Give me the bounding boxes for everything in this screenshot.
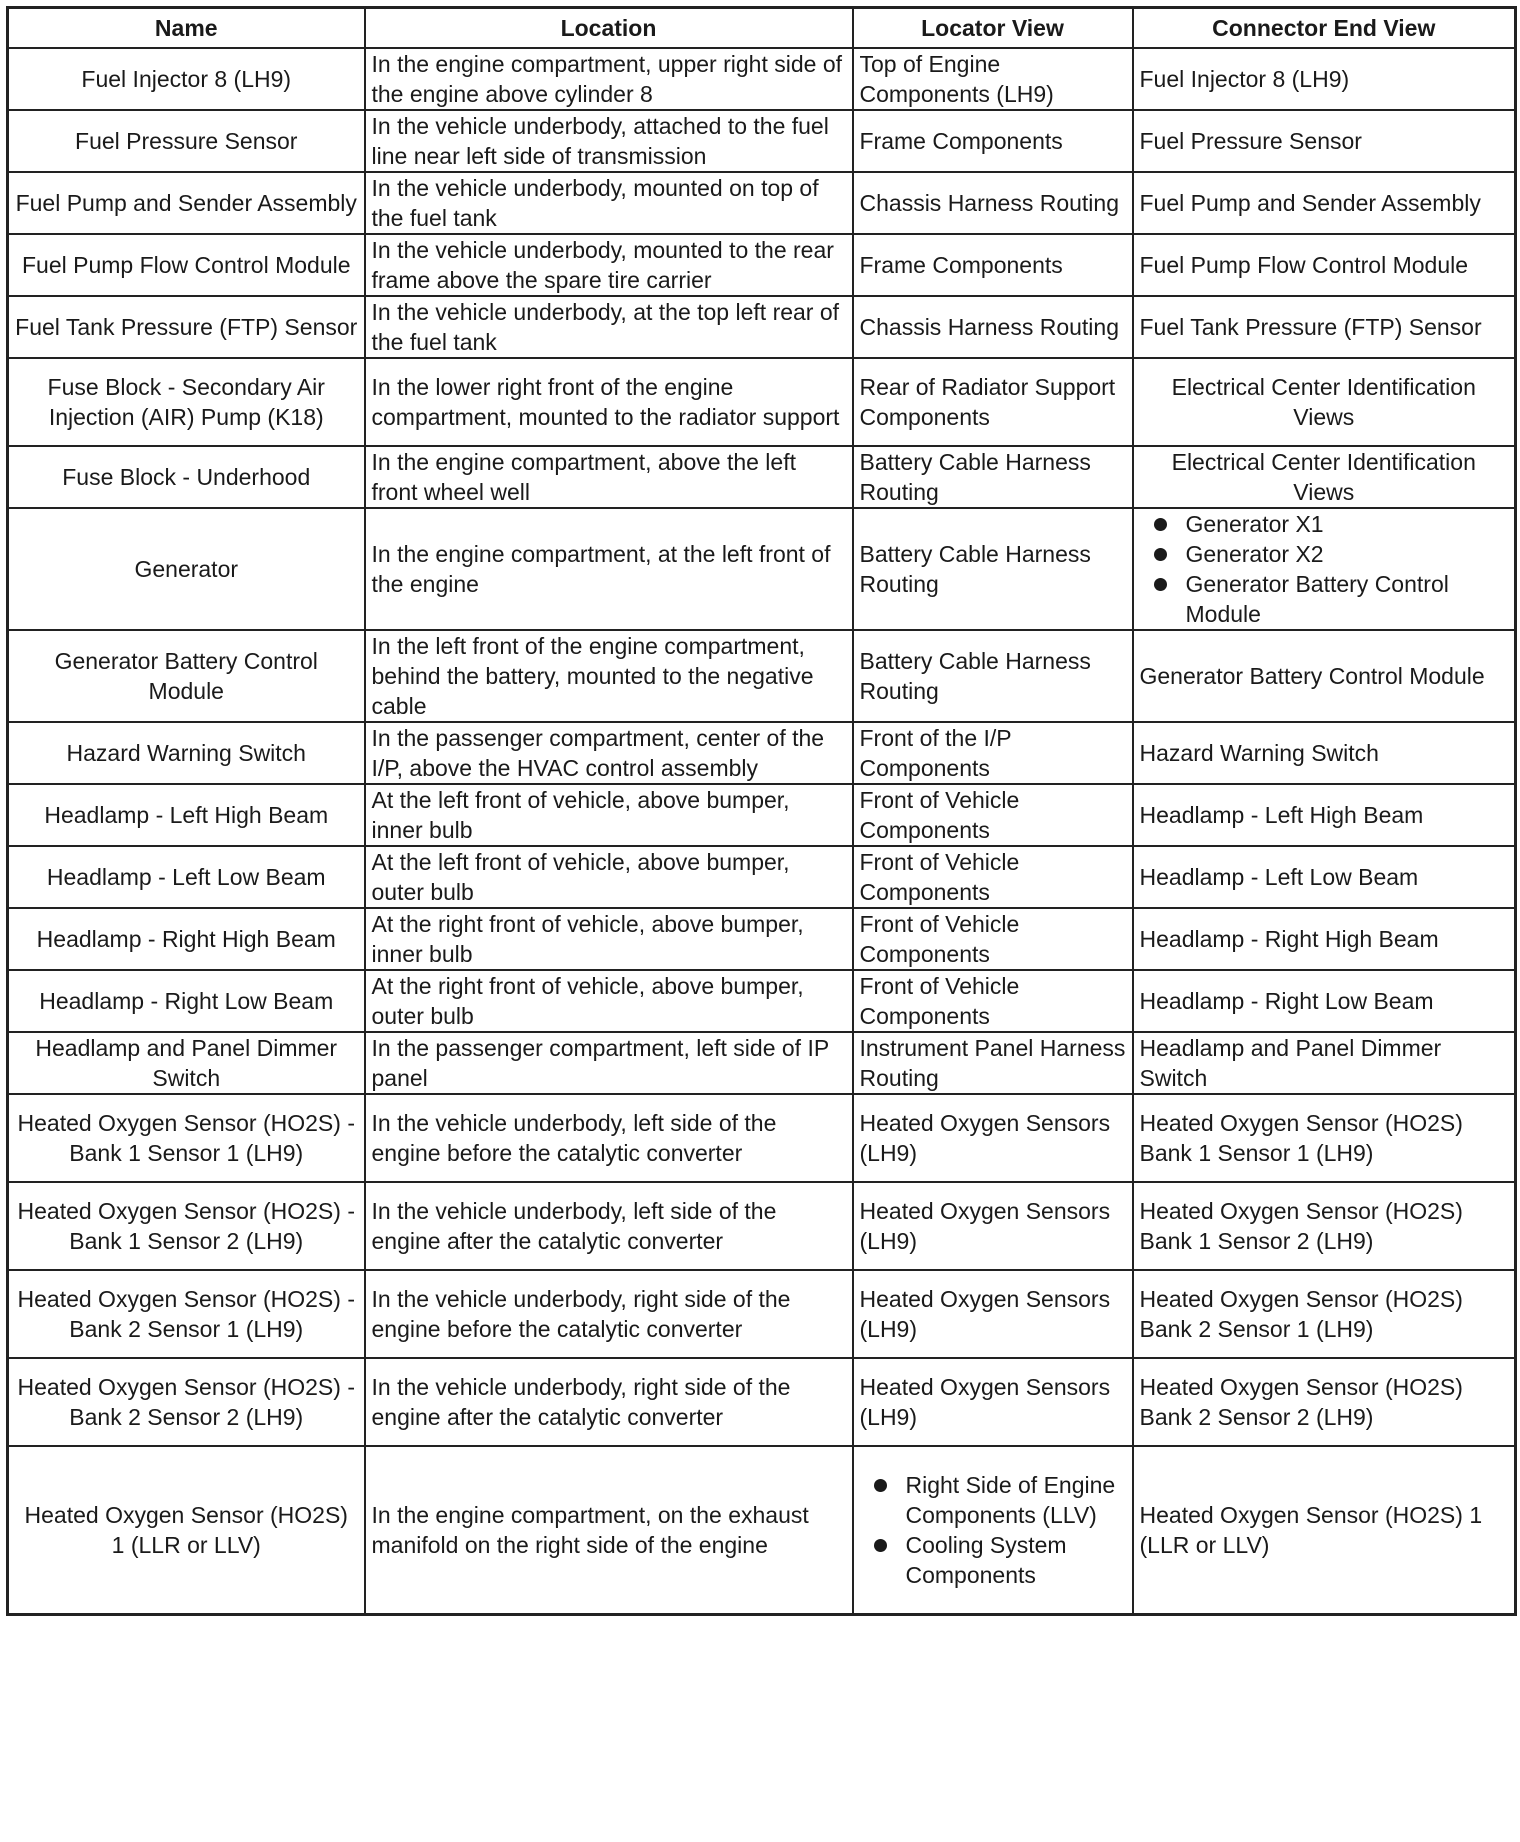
table-row	[8, 358, 1516, 446]
cell-location: In the vehicle underbody, at the top left rear of the fuel tank	[365, 296, 853, 358]
table-row	[8, 970, 1516, 1032]
cell-connector-end-view: Heated Oxygen Sensor (HO2S) Bank 2 Sensor 2 (LH9)	[1133, 1358, 1516, 1446]
cell-name: Headlamp - Left Low Beam	[8, 846, 365, 908]
cell-locator-view: Front of Vehicle Components	[853, 970, 1133, 1032]
locator-view-list	[860, 1470, 1126, 1590]
list-item-text: Generator X1	[1185, 511, 1324, 537]
table-row	[8, 1270, 1516, 1358]
cell-location: In the engine compartment, upper right side of the engine above cylinder 8	[365, 48, 853, 110]
list-item-text: Right Side of Engine Components (LLV)	[905, 1471, 1116, 1528]
cell-connector-end-view: Fuel Pressure Sensor	[1133, 110, 1516, 172]
cell-name: Fuel Pressure Sensor	[8, 110, 365, 172]
cell-location: In the passenger compartment, left side of IP panel	[365, 1032, 853, 1094]
cell-locator-view: Top of Engine Components (LH9)	[853, 48, 1133, 110]
cell-locator-view: Front of Vehicle Components	[853, 784, 1133, 846]
cell-location: In the vehicle underbody, mounted to the rear frame above the spare tire carrier	[365, 234, 853, 296]
component-locator-table	[6, 6, 1517, 1616]
cell-name: Headlamp - Right High Beam	[8, 908, 365, 970]
cell-location: In the engine compartment, at the left front of the engine	[365, 508, 853, 630]
list-item-text: Cooling System Components	[905, 1531, 1067, 1588]
table-row	[8, 446, 1516, 508]
cell-name: Heated Oxygen Sensor (HO2S) - Bank 1 Sensor 1 (LH9)	[8, 1094, 365, 1182]
cell-location: In the engine compartment, above the left front wheel well	[365, 446, 853, 508]
table-row	[8, 110, 1516, 172]
cell-name: Heated Oxygen Sensor (HO2S) - Bank 2 Sensor 1 (LH9)	[8, 1270, 365, 1358]
cell-connector-end-view: Fuel Pump and Sender Assembly	[1133, 172, 1516, 234]
table-row	[8, 722, 1516, 784]
list-item	[1154, 509, 1509, 539]
cell-name: Generator Battery Control Module	[8, 630, 365, 722]
table-row	[8, 172, 1516, 234]
cell-connector-end-view: Headlamp - Right Low Beam	[1133, 970, 1516, 1032]
cell-locator-view: Frame Components	[853, 234, 1133, 296]
cell-connector-end-view: Headlamp and Panel Dimmer Switch	[1133, 1032, 1516, 1094]
cell-location: In the vehicle underbody, mounted on top of the fuel tank	[365, 172, 853, 234]
cell-name: Generator	[8, 508, 365, 630]
cell-name: Headlamp and Panel Dimmer Switch	[8, 1032, 365, 1094]
table-row	[8, 1446, 1516, 1614]
bullet-icon	[1154, 548, 1167, 561]
cell-name: Fuel Pump Flow Control Module	[8, 234, 365, 296]
bullet-icon	[1154, 518, 1167, 531]
cell-name: Heated Oxygen Sensor (HO2S) 1 (LLR or LLV)	[8, 1446, 365, 1614]
cell-location: In the vehicle underbody, left side of the engine after the catalytic converter	[365, 1182, 853, 1270]
header-name: Name	[8, 8, 365, 49]
list-item	[874, 1530, 1126, 1590]
cell-locator-view	[853, 1446, 1133, 1614]
cell-location: In the vehicle underbody, left side of the engine before the catalytic converter	[365, 1094, 853, 1182]
cell-locator-view: Chassis Harness Routing	[853, 172, 1133, 234]
cell-locator-view: Heated Oxygen Sensors (LH9)	[853, 1094, 1133, 1182]
table-body	[8, 48, 1516, 1614]
cell-locator-view: Front of Vehicle Components	[853, 846, 1133, 908]
cell-location: In the lower right front of the engine compartment, mounted to the radiator support	[365, 358, 853, 446]
cell-connector-end-view: Headlamp - Left High Beam	[1133, 784, 1516, 846]
cell-connector-end-view: Heated Oxygen Sensor (HO2S) Bank 2 Sensor 1 (LH9)	[1133, 1270, 1516, 1358]
list-item	[1154, 539, 1509, 569]
cell-name: Hazard Warning Switch	[8, 722, 365, 784]
cell-connector-end-view: Headlamp - Left Low Beam	[1133, 846, 1516, 908]
cell-locator-view: Battery Cable Harness Routing	[853, 446, 1133, 508]
cell-locator-view: Instrument Panel Harness Routing	[853, 1032, 1133, 1094]
table-row	[8, 1182, 1516, 1270]
cell-location: At the left front of vehicle, above bumper, inner bulb	[365, 784, 853, 846]
cell-connector-end-view: Heated Oxygen Sensor (HO2S) 1 (LLR or LLV)	[1133, 1446, 1516, 1614]
cell-connector-end-view: Heated Oxygen Sensor (HO2S) Bank 1 Sensor 2 (LH9)	[1133, 1182, 1516, 1270]
header-locator-view: Locator View	[853, 8, 1133, 49]
list-item-text: Generator X2	[1185, 541, 1324, 567]
cell-name: Fuse Block - Secondary Air Injection (AIR) Pump (K18)	[8, 358, 365, 446]
header-location: Location	[365, 8, 853, 49]
cell-name: Fuel Tank Pressure (FTP) Sensor	[8, 296, 365, 358]
table-row	[8, 1094, 1516, 1182]
table-row	[8, 908, 1516, 970]
table-row	[8, 846, 1516, 908]
list-item	[874, 1470, 1126, 1530]
cell-name: Fuel Injector 8 (LH9)	[8, 48, 365, 110]
document-page	[6, 6, 1514, 1616]
cell-name: Heated Oxygen Sensor (HO2S) - Bank 1 Sensor 2 (LH9)	[8, 1182, 365, 1270]
cell-location: In the vehicle underbody, right side of the engine after the catalytic converter	[365, 1358, 853, 1446]
cell-locator-view: Rear of Radiator Support Components	[853, 358, 1133, 446]
cell-location: In the passenger compartment, center of the I/P, above the HVAC control assembly	[365, 722, 853, 784]
cell-connector-end-view: Fuel Injector 8 (LH9)	[1133, 48, 1516, 110]
table-row	[8, 234, 1516, 296]
bullet-icon	[1154, 578, 1167, 591]
cell-location: In the left front of the engine compartment, behind the battery, mounted to the negative cable	[365, 630, 853, 722]
cell-connector-end-view: Headlamp - Right High Beam	[1133, 908, 1516, 970]
connector-end-list	[1140, 509, 1509, 629]
cell-locator-view: Heated Oxygen Sensors (LH9)	[853, 1270, 1133, 1358]
cell-locator-view: Battery Cable Harness Routing	[853, 630, 1133, 722]
cell-location: At the left front of vehicle, above bumper, outer bulb	[365, 846, 853, 908]
cell-locator-view: Heated Oxygen Sensors (LH9)	[853, 1182, 1133, 1270]
header-row	[8, 8, 1516, 49]
table-row	[8, 508, 1516, 630]
table-row	[8, 784, 1516, 846]
cell-connector-end-view: Generator Battery Control Module	[1133, 630, 1516, 722]
cell-connector-end-view	[1133, 508, 1516, 630]
cell-connector-end-view: Fuel Tank Pressure (FTP) Sensor	[1133, 296, 1516, 358]
cell-location: In the vehicle underbody, attached to the fuel line near left side of transmission	[365, 110, 853, 172]
cell-connector-end-view: Fuel Pump Flow Control Module	[1133, 234, 1516, 296]
cell-name: Headlamp - Right Low Beam	[8, 970, 365, 1032]
list-item	[1154, 569, 1509, 629]
bullet-icon	[874, 1479, 887, 1492]
table-row	[8, 1358, 1516, 1446]
cell-location: In the vehicle underbody, right side of the engine before the catalytic converter	[365, 1270, 853, 1358]
cell-connector-end-view: Electrical Center Identification Views	[1133, 358, 1516, 446]
cell-name: Headlamp - Left High Beam	[8, 784, 365, 846]
cell-connector-end-view: Heated Oxygen Sensor (HO2S) Bank 1 Sensor 1 (LH9)	[1133, 1094, 1516, 1182]
table-row	[8, 296, 1516, 358]
table-row	[8, 1032, 1516, 1094]
table-row	[8, 48, 1516, 110]
header-connector-end-view: Connector End View	[1133, 8, 1516, 49]
cell-locator-view: Frame Components	[853, 110, 1133, 172]
table-row	[8, 630, 1516, 722]
cell-connector-end-view: Hazard Warning Switch	[1133, 722, 1516, 784]
cell-location: At the right front of vehicle, above bumper, outer bulb	[365, 970, 853, 1032]
cell-location: In the engine compartment, on the exhaust manifold on the right side of the engine	[365, 1446, 853, 1614]
cell-name: Fuel Pump and Sender Assembly	[8, 172, 365, 234]
cell-location: At the right front of vehicle, above bumper, inner bulb	[365, 908, 853, 970]
cell-locator-view: Battery Cable Harness Routing	[853, 508, 1133, 630]
cell-locator-view: Chassis Harness Routing	[853, 296, 1133, 358]
table-header	[8, 8, 1516, 49]
cell-locator-view: Heated Oxygen Sensors (LH9)	[853, 1358, 1133, 1446]
cell-locator-view: Front of the I/P Components	[853, 722, 1133, 784]
cell-name: Fuse Block - Underhood	[8, 446, 365, 508]
cell-locator-view: Front of Vehicle Components	[853, 908, 1133, 970]
list-item-text: Generator Battery Control Module	[1185, 571, 1449, 627]
bullet-icon	[874, 1539, 887, 1552]
cell-connector-end-view: Electrical Center Identification Views	[1133, 446, 1516, 508]
cell-name: Heated Oxygen Sensor (HO2S) - Bank 2 Sensor 2 (LH9)	[8, 1358, 365, 1446]
